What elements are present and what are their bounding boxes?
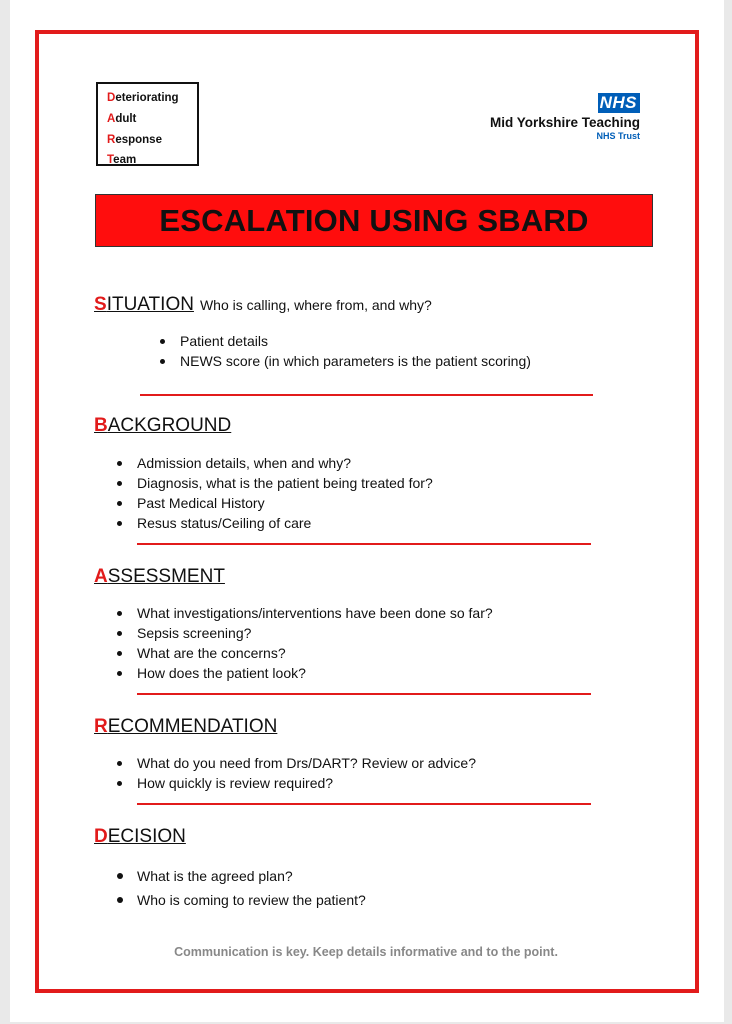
- heading-initial: A: [94, 566, 108, 587]
- heading-rest: ECOMMENDATION: [107, 716, 278, 737]
- list-item: Who is coming to review the patient?: [117, 888, 366, 912]
- assessment-list: [117, 603, 493, 683]
- heading-rest: ECISION: [107, 826, 186, 847]
- list-item: Resus status/Ceiling of care: [117, 513, 433, 533]
- dart-word: eam: [113, 154, 137, 167]
- list-item: What do you need from Drs/DART? Review or advice?: [117, 753, 476, 773]
- page-title: ESCALATION USING SBARD: [159, 202, 589, 238]
- list-item: What are the concerns?: [117, 643, 493, 663]
- nhs-trust-logo: [490, 93, 640, 142]
- trust-name: Mid Yorkshire Teaching: [489, 115, 640, 130]
- list-item: Diagnosis, what is the patient being treated for?: [117, 473, 433, 493]
- heading-initial: D: [94, 826, 108, 847]
- section-divider: [137, 803, 591, 805]
- dart-initial: D: [107, 92, 116, 104]
- section-divider: [137, 693, 591, 695]
- dart-word: esponse: [115, 133, 162, 146]
- situation-heading: [94, 294, 432, 316]
- nhs-logo-badge: NHS: [598, 93, 640, 113]
- situation-list: [160, 331, 531, 371]
- list-item: NEWS score (in which parameters is the patient scoring): [160, 351, 531, 371]
- dart-line: [107, 130, 197, 151]
- list-item: How does the patient look?: [117, 663, 493, 683]
- title-banner: [95, 194, 653, 247]
- list-item: What is the agreed plan?: [117, 864, 366, 888]
- dart-initial: R: [107, 133, 116, 146]
- situation-subtitle: Who is calling, where from, and why?: [199, 297, 432, 313]
- footer-note: Communication is key. Keep details informative and to the point.: [174, 945, 558, 959]
- dart-word: dult: [115, 112, 137, 125]
- heading-rest: ACKGROUND: [107, 415, 232, 436]
- heading-rest: SSESSMENT: [107, 566, 225, 587]
- recommendation-list: [117, 753, 476, 793]
- background-list: [117, 453, 433, 533]
- dart-acronym-box: [96, 82, 199, 166]
- list-item: Sepsis screening?: [117, 623, 493, 643]
- list-item: Patient details: [160, 331, 531, 351]
- dart-line: [107, 150, 197, 171]
- section-divider: [140, 394, 593, 396]
- dart-initial: T: [107, 154, 114, 167]
- dart-line: [107, 109, 197, 130]
- heading-initial: B: [94, 415, 108, 436]
- list-item: Admission details, when and why?: [117, 453, 433, 473]
- heading-initial: S: [94, 294, 107, 315]
- recommendation-heading: [94, 716, 277, 738]
- list-item: How quickly is review required?: [117, 773, 476, 793]
- decision-heading: [94, 826, 186, 848]
- background-heading: [94, 415, 231, 437]
- dart-initial: A: [107, 112, 116, 125]
- heading-initial: R: [94, 716, 108, 737]
- decision-list: [117, 864, 366, 912]
- trust-suffix: NHS Trust: [596, 131, 640, 141]
- section-divider: [137, 543, 591, 545]
- dart-word: eteriorating: [115, 92, 179, 104]
- heading-rest: ITUATION: [106, 294, 194, 315]
- list-item: What investigations/interventions have been done so far?: [117, 603, 493, 623]
- dart-line: [107, 88, 197, 109]
- assessment-heading: [94, 566, 225, 588]
- list-item: Past Medical History: [117, 493, 433, 513]
